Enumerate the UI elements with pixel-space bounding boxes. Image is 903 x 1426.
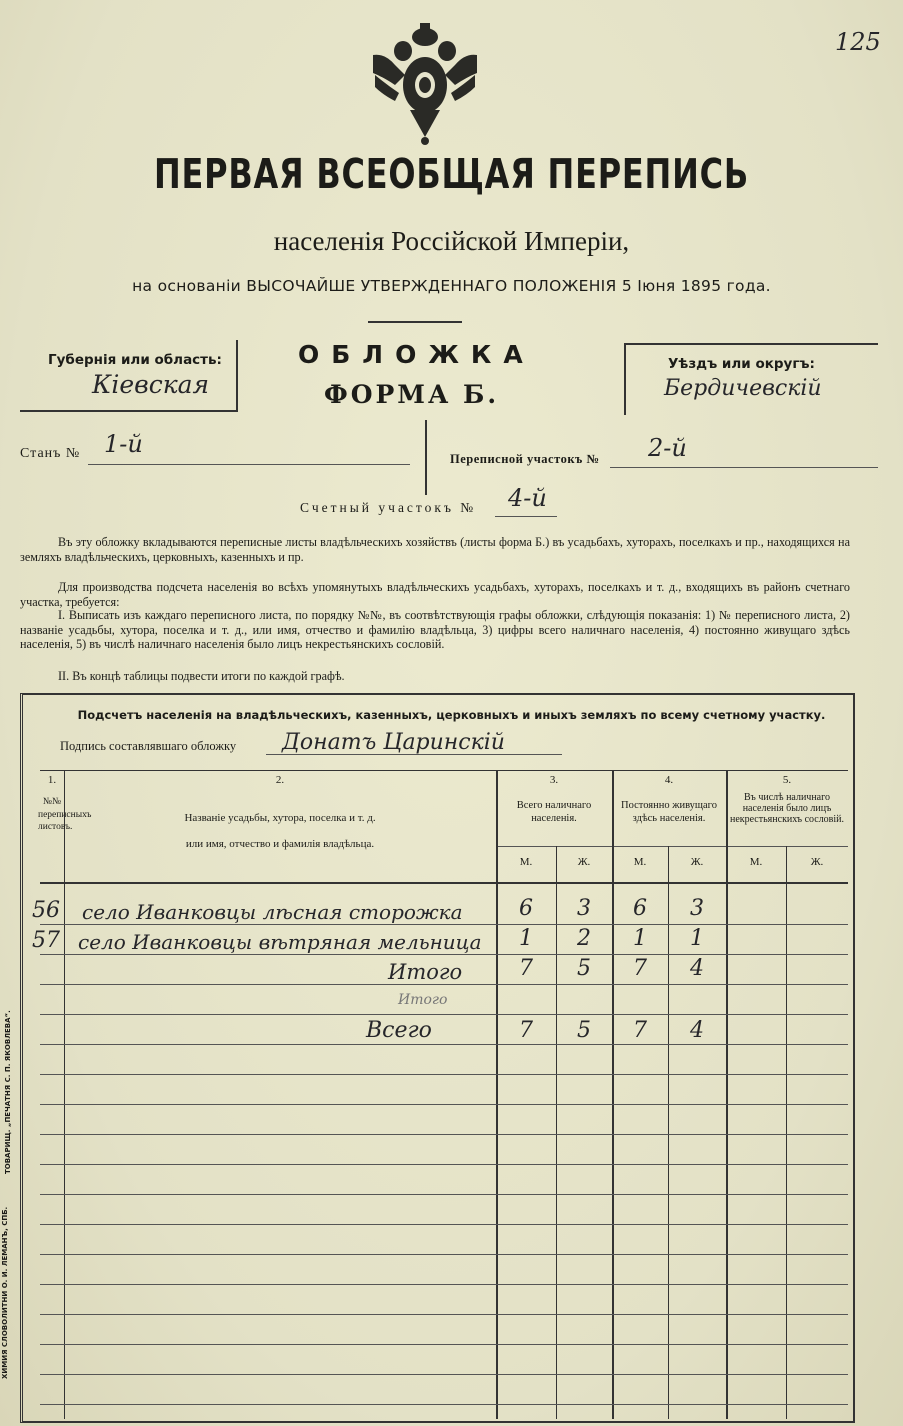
row-sheet-number: 57 bbox=[32, 928, 60, 953]
row-post-zh: 4 bbox=[690, 1018, 704, 1043]
stan-label: Станъ № bbox=[20, 446, 81, 461]
col3-header: Всего наличнаго населенія. bbox=[516, 800, 592, 824]
row-name: село Иванковцы лѣсная сторожка bbox=[82, 900, 463, 924]
stan-underline bbox=[88, 464, 410, 465]
col2-header-line1: Названіе усадьбы, хутора, поселка и т. д. bbox=[184, 812, 376, 824]
col-divider bbox=[786, 846, 787, 1419]
uezd-value: Бердичевскій bbox=[664, 376, 822, 401]
row-nal-zh: 5 bbox=[577, 1018, 591, 1043]
table-rule-line bbox=[40, 1374, 848, 1375]
row-nal-zh: 2 bbox=[577, 926, 591, 951]
m-label: М. bbox=[519, 856, 533, 868]
gubernia-label: Губернія или область: bbox=[48, 352, 222, 368]
row-nal-m: 7 bbox=[519, 1018, 533, 1043]
table-heading: Подсчетъ населенія на владѣльческихъ, казенныхъ, церковныхъ и иныхъ земляхъ по всему счетному участку. bbox=[77, 708, 826, 722]
table-rule-line bbox=[40, 1164, 848, 1165]
row-nal-m: 1 bbox=[519, 926, 533, 951]
table-rule-line bbox=[40, 1134, 848, 1135]
table-rule-line bbox=[40, 1284, 848, 1285]
table-rule-line bbox=[40, 1194, 848, 1195]
table-rule-line bbox=[40, 1044, 848, 1045]
row-post-zh: 1 bbox=[690, 926, 704, 951]
schetny-value: 4-й bbox=[508, 484, 547, 512]
instruction-paragraph: Для производства подсчета населенія во всѣхъ упомянутыхъ владѣльческихъ усадьбахъ, хуторахъ, поселкахъ и т. д., входящихъ въ районъ счетнаго участка, требуется: bbox=[20, 580, 850, 609]
signature-value: Донатъ Царинскій bbox=[282, 730, 505, 755]
col-number: 5. bbox=[782, 774, 792, 786]
table-rule-line bbox=[40, 1254, 848, 1255]
field-divider bbox=[425, 420, 427, 495]
col-number: 3. bbox=[549, 774, 559, 786]
instruction-paragraph: II. Въ концѣ таблицы подвести итоги по каждой графѣ. bbox=[58, 669, 345, 683]
row-post-m: 1 bbox=[633, 926, 647, 951]
row-nal-zh: 5 bbox=[577, 956, 591, 981]
table-rule-line bbox=[40, 954, 848, 955]
typefoundry-imprint: ХИМИЯ СЛОВОЛИТНИ О. И. ЛЕМАНЪ, СПБ. bbox=[1, 1206, 9, 1379]
table-rule-line bbox=[40, 984, 848, 985]
gubernia-value: Кіевская bbox=[92, 370, 210, 399]
row-post-zh: 4 bbox=[690, 956, 704, 981]
printer-imprint: ТОВАРИЩ. „ПЕЧАТНЯ С. П. ЯКОВЛЕВА“. bbox=[4, 1010, 12, 1174]
header-divider bbox=[368, 321, 462, 323]
perepisnoy-underline bbox=[610, 467, 878, 468]
row-sheet-number: 56 bbox=[32, 898, 60, 923]
row-name: село Иванковцы вѣтряная мельница bbox=[78, 930, 482, 954]
row-nal-zh: 3 bbox=[577, 896, 591, 921]
table-rule-line bbox=[40, 1224, 848, 1225]
row-post-m: 6 bbox=[633, 896, 647, 921]
row-name: Итого bbox=[388, 960, 463, 984]
row-post-m: 7 bbox=[633, 956, 647, 981]
legal-basis-line: на основаніи ВЫСОЧАЙШЕ УТВЕРЖДЕННАГО ПОЛОЖЕНІЯ 5 Іюня 1895 года. bbox=[132, 277, 771, 295]
schetny-underline bbox=[495, 516, 557, 517]
table-rule-line bbox=[40, 1404, 848, 1405]
cover-heading: ОБЛОЖКА bbox=[298, 340, 535, 369]
stan-value: 1-й bbox=[104, 430, 143, 458]
row-nal-m: 7 bbox=[519, 956, 533, 981]
row-nal-m: 6 bbox=[519, 896, 533, 921]
double-headed-eagle-emblem bbox=[365, 15, 485, 145]
instruction-paragraph: Въ эту обложку вкладываются переписные листы владѣльческихъ хозяйствъ (листы форма Б.) въ усадьбахъ, хуторахъ, поселкахъ и пр., находящихся на земляхъ владѣльческихъ, церковныхъ, казенныхъ и пр. bbox=[20, 535, 850, 564]
schetny-label: Счетный участокъ № bbox=[300, 500, 477, 515]
archive-page-number: 125 bbox=[835, 28, 881, 56]
row-name: Всего bbox=[366, 1018, 432, 1043]
col4-header: Постоянно живущаго здѣсь населенія. bbox=[621, 800, 717, 824]
table-rule-line bbox=[40, 1014, 848, 1015]
table-rule-line bbox=[40, 924, 848, 925]
zh-label: Ж. bbox=[810, 856, 824, 868]
col-divider bbox=[64, 770, 65, 1419]
perepisnoy-value: 2-й bbox=[648, 434, 687, 462]
census-title: ПЕРВАЯ ВСЕОБЩАЯ ПЕРЕПИСЬ bbox=[153, 150, 750, 198]
signature-label: Подпись составлявшаго обложку bbox=[60, 739, 237, 753]
col-number: 2. bbox=[275, 774, 285, 786]
mzh-rule bbox=[496, 846, 848, 847]
table-rule-line bbox=[40, 1344, 848, 1345]
row-post-m: 7 bbox=[633, 1018, 647, 1043]
table-rule-line bbox=[40, 1074, 848, 1075]
form-label: ФОРМА Б. bbox=[324, 380, 500, 409]
col5-header: Въ числѣ наличнаго населенія было лицъ некрестьянскихъ сословій. bbox=[729, 792, 845, 825]
table-rule-line bbox=[40, 1104, 848, 1105]
zh-label: Ж. bbox=[577, 856, 591, 868]
col1-header: №№ переписныхъ листовъ. bbox=[38, 797, 92, 832]
m-label: М. bbox=[633, 856, 647, 868]
perepisnoy-label: Переписной участокъ № bbox=[450, 452, 600, 466]
uezd-label: Уѣздъ или округъ: bbox=[668, 356, 815, 372]
col-number: 1. bbox=[47, 774, 57, 786]
m-label: М. bbox=[749, 856, 763, 868]
zh-label: Ж. bbox=[690, 856, 704, 868]
census-subtitle: населенія Россійской Имперіи, bbox=[273, 226, 630, 256]
instruction-paragraph: I. Выписать изъ каждаго переписного листа, по порядку №№, въ соотвѣтствующія графы обложки, слѣдующія показанія: 1) № переписного листа, 2) названіе усадьбы, хутора, поселка и т. д., или имя, отчество и фамилію владѣльца, 3) цифры всего наличнаго населенія, 4) постоянно живущаго здѣсь населенія, 5) въ числѣ наличнаго населенія было лицъ некрестьянскихъ сословій. bbox=[20, 608, 850, 652]
col2-header-line2: или имя, отчество и фамилія владѣльца. bbox=[185, 838, 375, 850]
col-number: 4. bbox=[664, 774, 674, 786]
row-name: Итого bbox=[398, 992, 448, 1008]
row-post-zh: 3 bbox=[690, 896, 704, 921]
table-rule-line bbox=[40, 1314, 848, 1315]
